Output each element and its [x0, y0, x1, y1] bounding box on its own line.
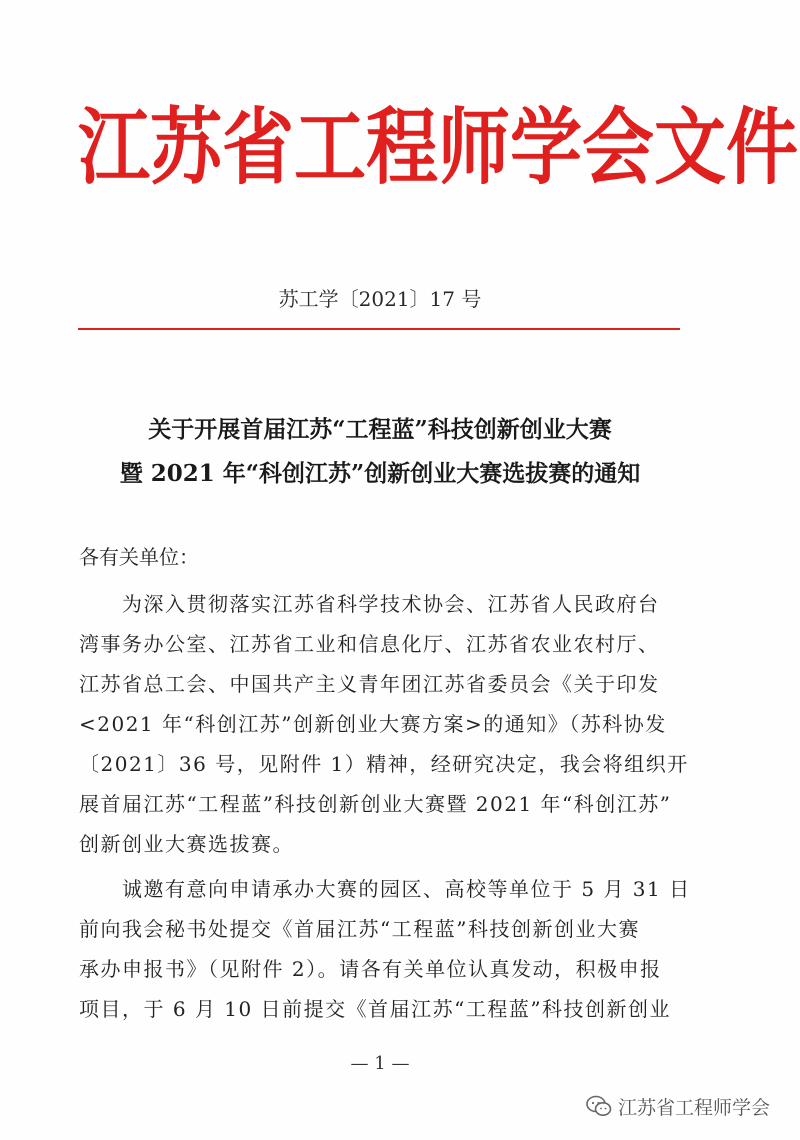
wechat-watermark	[586, 1091, 770, 1121]
paragraph-line: 前向我会秘书处提交《首届江苏“工程蓝”科技创新创业大赛	[79, 917, 640, 941]
paragraph-1	[79, 584, 689, 864]
wechat-icon	[586, 1095, 612, 1117]
paragraph-line: 承办申报书》（见附件 2）。请各有关单位认真发动，积极申报	[79, 957, 662, 981]
salutation: 各有关单位：	[79, 545, 199, 569]
document-number: 苏工学〔2021〕17 号	[278, 287, 482, 311]
page-number: — 1 —	[350, 1053, 410, 1074]
paragraph-2	[79, 869, 689, 1029]
notice-title-line-1: 关于开展首届江苏“工程蓝”科技创新创业大赛	[148, 416, 612, 443]
paragraph-line: 江苏省总工会、中国共产主义青年团江苏省委员会《关于印发	[79, 672, 660, 696]
paragraph-line: 项目，于 6 月 10 日前提交《首届江苏“工程蓝”科技创新创业	[79, 997, 672, 1021]
org-header-title: 江苏省工程师学会文件	[78, 98, 799, 196]
paragraph-line: 湾事务办公室、江苏省工业和信息化厅、江苏省农业农村厅、	[79, 632, 660, 656]
watermark-text: 江苏省工程师学会	[618, 1096, 771, 1119]
paragraph-line: 展首届江苏“工程蓝”科技创新创业大赛暨 2021 年“科创江苏”	[79, 792, 672, 816]
red-divider-line	[78, 328, 680, 330]
notice-title-line-2: 暨 2021 年“科创江苏”创新创业大赛选拔赛的通知	[119, 460, 641, 487]
paragraph-line: 诚邀有意向申请承办大赛的园区、高校等单位于 5 月 31 日	[79, 877, 691, 901]
paragraph-line: 创新创业大赛选拔赛。	[79, 832, 294, 856]
paragraph-line: 为深入贯彻落实江苏省科学技术协会、江苏省人民政府台	[79, 592, 660, 616]
paragraph-line: <2021 年“科创江苏”创新创业大赛方案>的通知》（苏科协发	[79, 712, 667, 736]
paragraph-line: 〔2021〕36 号，见附件 1）精神，经研究决定，我会将组织开	[79, 752, 689, 776]
